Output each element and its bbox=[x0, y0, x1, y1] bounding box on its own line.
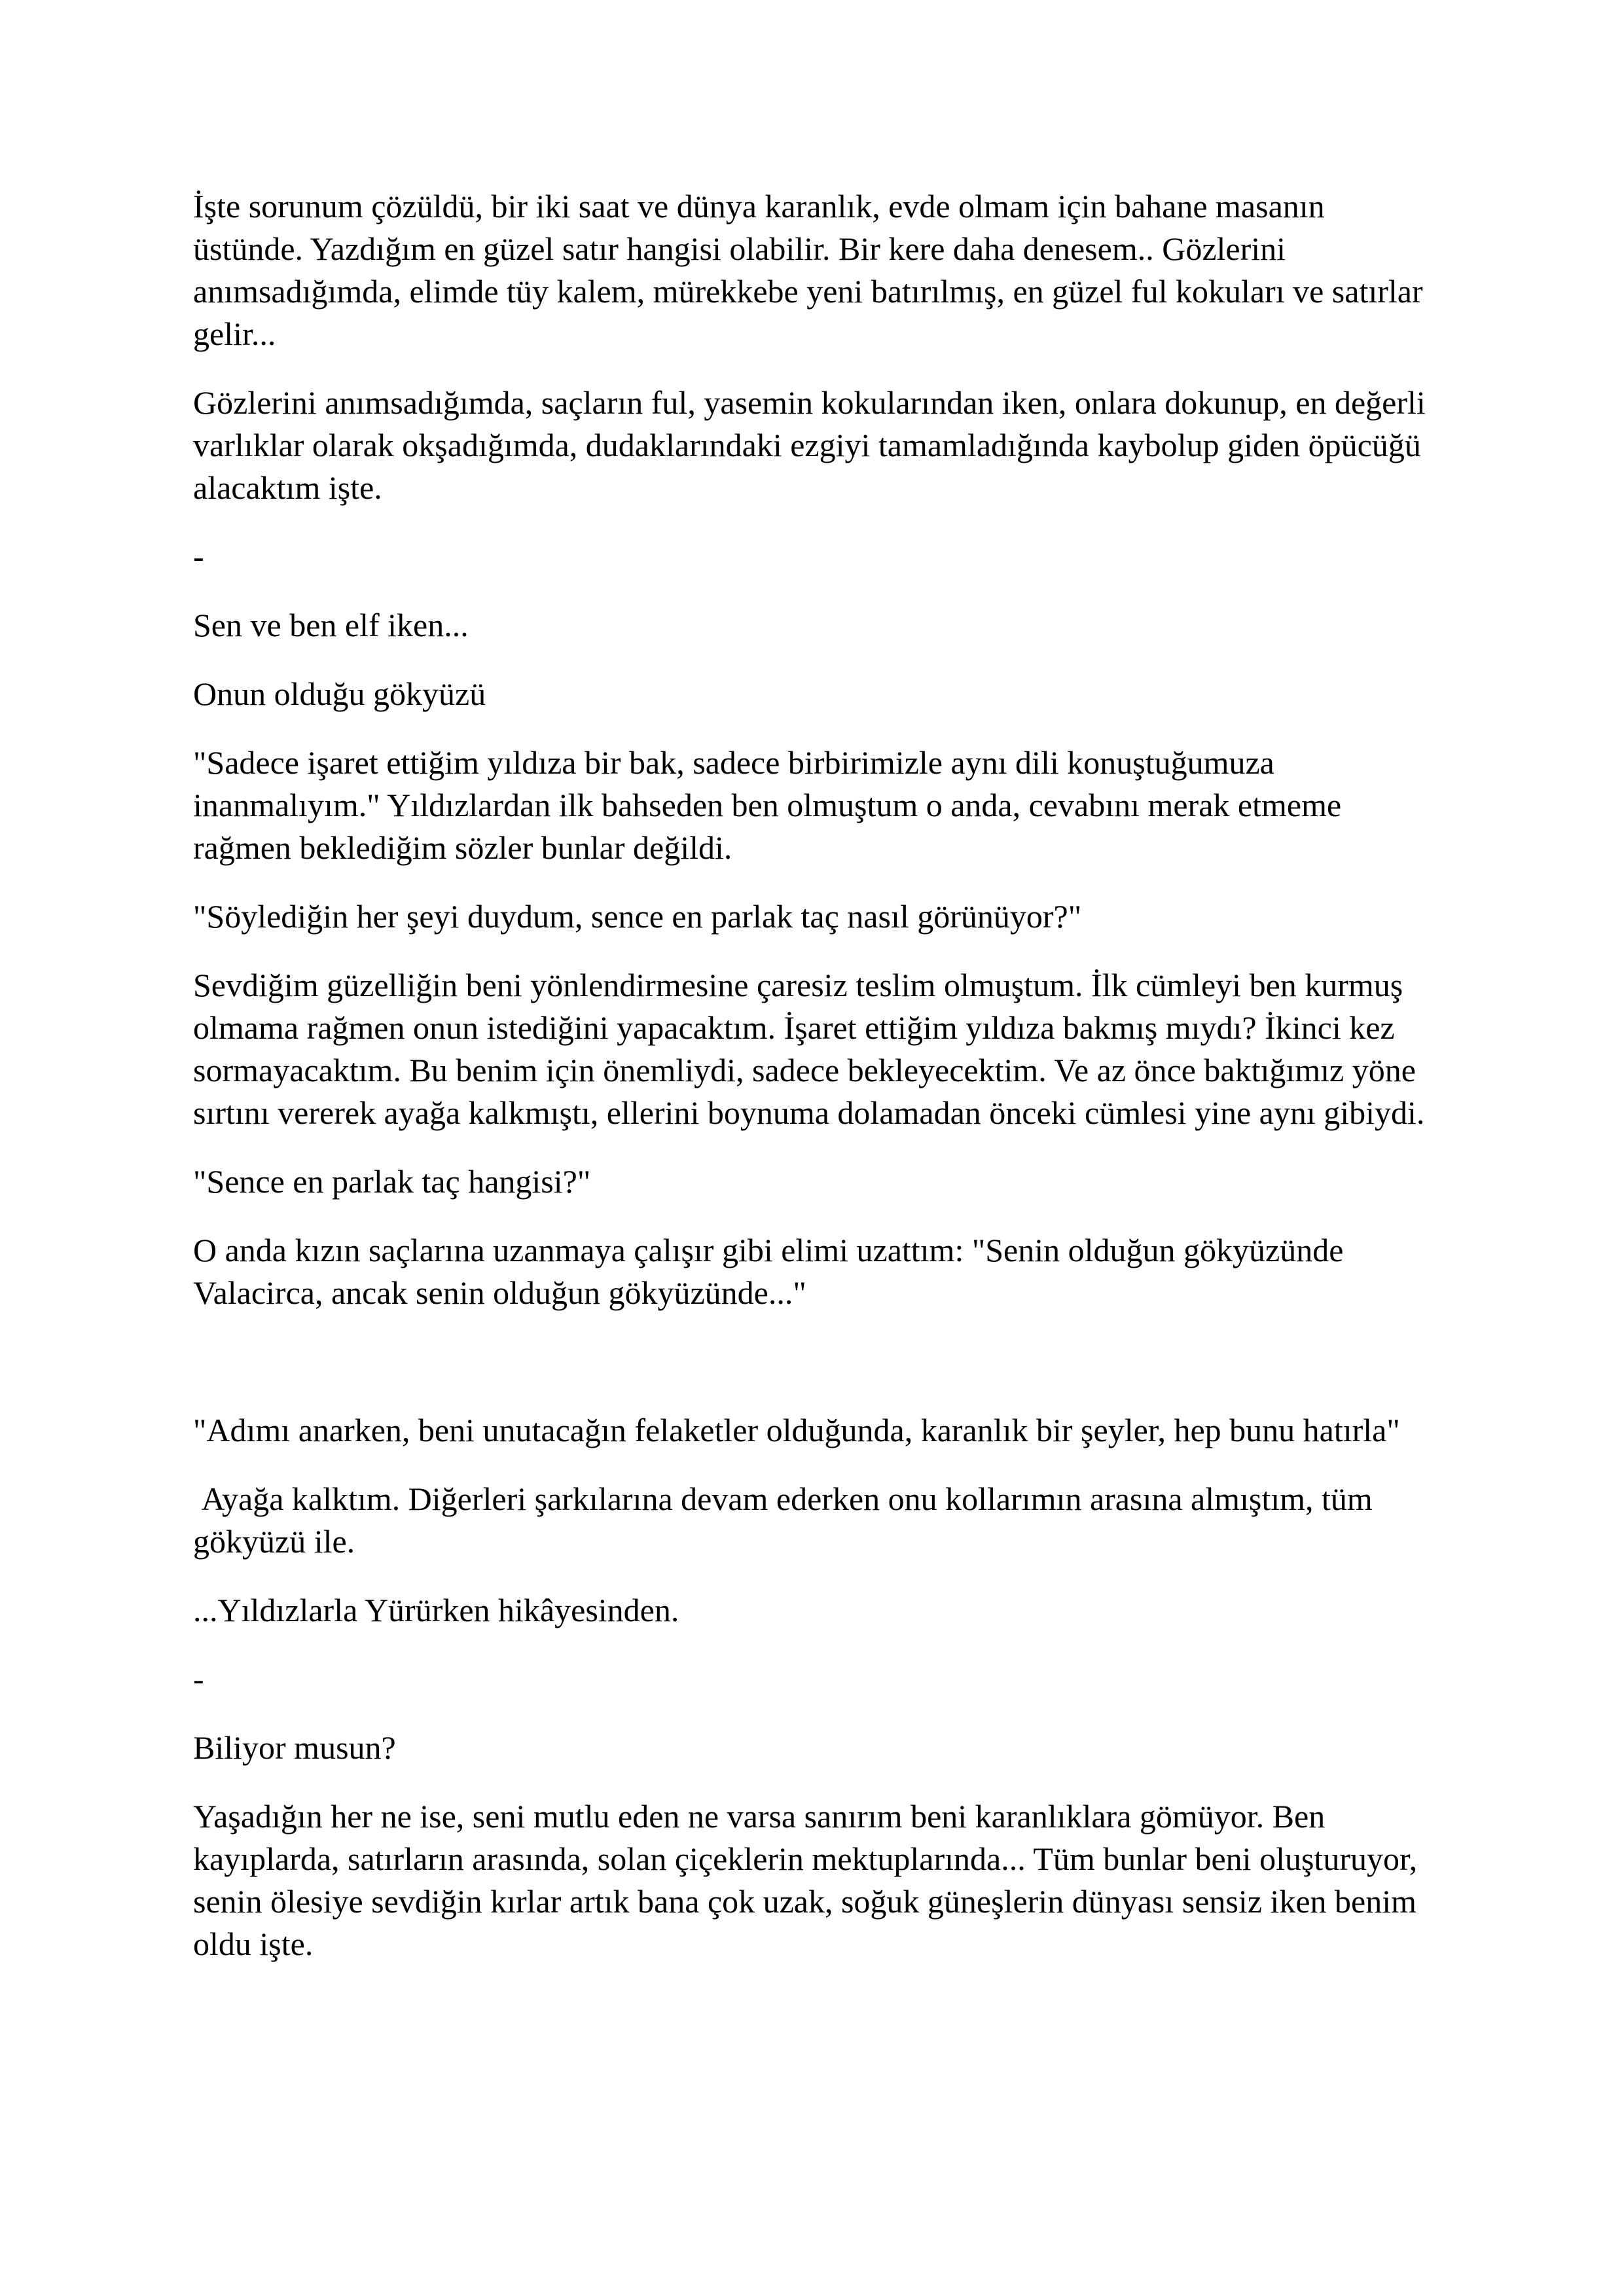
document-body bbox=[193, 185, 1434, 1965]
paragraph: Ayağa kalktım. Diğerleri şarkılarına devam ederken onu kollarımın arasına almıştım, tüm gökyüzü ile. bbox=[193, 1480, 1381, 1560]
paragraph: "Sence en parlak taç hangisi?" bbox=[193, 1163, 591, 1200]
paragraph: - bbox=[193, 1660, 204, 1697]
paragraph: "Adımı anarken, beni unutacağın felaketler olduğunda, karanlık bir şeyler, hep bunu hatırla" bbox=[193, 1412, 1400, 1448]
paragraph: "Söylediğin her şeyi duydum, sence en parlak taç nasıl görünüyor?" bbox=[193, 898, 1082, 935]
paragraph: İşte sorunum çözüldü, bir iki saat ve dünya karanlık, evde olmam için bahane masanın üstünde. Yazdığım en güzel satır hangisi olabilir. Bir kere daha denesem.. Gözlerini anımsadığımda, elimde tüy kalem, mürekkebe yeni batırılmış, en güzel ful kokuları ve satırlar gelir... bbox=[193, 188, 1432, 352]
paragraph: Biliyor musun? bbox=[193, 1729, 396, 1766]
paragraph: O anda kızın saçlarına uzanmaya çalışır gibi elimi uzattım: "Senin olduğun gökyüzünde Valacirca, ancak senin olduğun gökyüzünde..." bbox=[193, 1232, 1352, 1311]
paragraph: Onun olduğu gökyüzü bbox=[193, 675, 486, 712]
paragraph: ...Yıldızlarla Yürürken hikâyesinden. bbox=[193, 1592, 679, 1628]
paragraph: Gözlerini anımsadığımda, saçların ful, yasemin kokularından iken, onlara dokunup, en değerli varlıklar olarak okşadığımda, dudaklarındaki ezgiyi tamamladığında kaybolup giden öpücüğü alacaktım işte. bbox=[193, 384, 1434, 506]
paragraph: Yaşadığın her ne ise, seni mutlu eden ne varsa sanırım beni karanlıklara gömüyor. Ben kayıplarda, satırların arasında, solan çiçeklerin mektuplarında... Tüm bunlar beni oluşturuyor, senin ölesiye sevdiğin kırlar artık bana çok uzak, soğuk güneşlerin dünyası sensiz iken benim oldu işte. bbox=[193, 1798, 1426, 1962]
paragraph bbox=[193, 1340, 1430, 1383]
paragraph: Sen ve ben elf iken... bbox=[193, 607, 469, 643]
paragraph: "Sadece işaret ettiğim yıldıza bir bak, sadece birbirimizle aynı dili konuştuğumuza inanmalıyım." Yıldızlardan ilk bahseden ben olmuştum o anda, cevabını merak etmeme rağmen beklediğim sözler bunlar değildi. bbox=[193, 744, 1350, 866]
paragraph: - bbox=[193, 538, 204, 575]
paragraph: Sevdiğim güzelliğin beni yönlendirmesine çaresiz teslim olmuştum. İlk cümleyi ben kurmuş olmama rağmen onun istediğini yapacaktım. İşaret ettiğim yıldıza bakmış mıydı? İkinci kez sormayacaktım. Bu benim için önemliydi, sadece bekleyecektim. Ve az önce baktığımız yöne sırtını vererek ayağa kalkmıştı, ellerini boynuma dolamadan önceki cümlesi yine aynı gibiydi. bbox=[193, 967, 1425, 1131]
